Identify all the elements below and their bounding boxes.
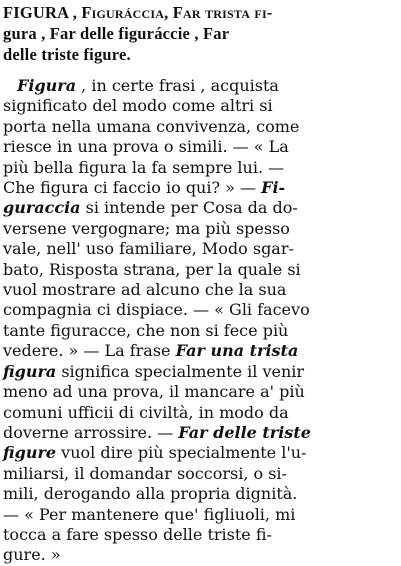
- body-line: [3, 505, 397, 525]
- body-line: [3, 280, 397, 300]
- body-text: comuni ufficii di civiltà, in modo da: [3, 402, 289, 422]
- body-line: [3, 219, 397, 239]
- body-line: [3, 423, 397, 443]
- body-line: [3, 239, 397, 259]
- body-line: [3, 484, 397, 504]
- body-text: si intende per Cosa da do-: [80, 198, 298, 218]
- body-text: vale, nell' uso familiare, Modo sgar-: [3, 239, 294, 259]
- body-line: [3, 158, 397, 178]
- body-text: vuol dire più specialmente l'u-: [56, 443, 307, 463]
- emphasized-term: Fi-: [261, 178, 286, 198]
- body-text: doverne arrossire. —: [3, 422, 179, 442]
- body-line: [3, 137, 397, 157]
- emphasized-term: figure: [3, 443, 57, 463]
- body-line: [3, 178, 397, 198]
- body-line: [3, 525, 397, 545]
- headword: FIGURA ,: [3, 3, 82, 22]
- body-text: tante figuracce, che non si fece più: [3, 320, 289, 340]
- body-text: — « Per mantenere que' figliuoli, mi: [3, 504, 296, 524]
- body-text: vuol mostrare ad alcuno che la sua: [3, 280, 287, 300]
- dictionary-entry: [3, 2, 397, 566]
- body-line: [3, 382, 397, 402]
- body-text: tocca a fare spesso delle triste fi-: [3, 524, 272, 544]
- body-line: [3, 198, 397, 218]
- heading-variants: Figuráccia, Far trista fi-: [81, 3, 273, 22]
- emphasized-term: figura: [3, 361, 57, 381]
- body-line: [3, 117, 397, 137]
- body-line: [3, 341, 397, 361]
- body-line: [3, 300, 397, 320]
- entry-body: [3, 76, 397, 566]
- body-text: meno ad una prova, il mancare a' più: [3, 382, 305, 402]
- body-text: , in certe frasi , acquista: [76, 76, 279, 95]
- body-text: bato, Risposta strana, per la quale si: [3, 259, 301, 279]
- body-line: [3, 96, 397, 116]
- emphasized-term: Figura: [17, 76, 77, 95]
- body-line: [3, 464, 397, 484]
- heading-line: [3, 44, 397, 65]
- body-text: mili, derogando alla propria dignità.: [3, 484, 298, 504]
- body-line: [3, 443, 397, 463]
- body-text: miliarsi, il domandar soccorsi, o si-: [3, 463, 287, 483]
- body-line: [3, 260, 397, 280]
- heading-line: [3, 2, 397, 23]
- body-text: riesce in una prova o simili. — « La: [3, 137, 289, 157]
- body-line: [3, 321, 397, 341]
- emphasized-term: guraccia: [3, 198, 81, 218]
- body-line: [3, 76, 397, 96]
- heading-variants: delle triste figure.: [3, 45, 131, 64]
- body-text: versene vergognare; ma più spesso: [3, 218, 290, 238]
- body-text: porta nella umana convivenza, come: [3, 116, 300, 136]
- body-text: gure. »: [3, 545, 61, 565]
- body-text: Che figura ci faccio io qui? » —: [3, 178, 262, 198]
- body-line: [3, 545, 397, 565]
- entry-heading: [3, 2, 397, 65]
- emphasized-term: Far una trista: [175, 341, 299, 361]
- body-text: più bella figura la fa sempre lui. —: [3, 157, 285, 177]
- body-text: compagnia ci dispiace. — « Gli facevo: [3, 300, 310, 320]
- body-text: significa specialmente il venir: [56, 361, 305, 381]
- emphasized-term: Far delle triste: [178, 422, 311, 442]
- body-line: [3, 362, 397, 382]
- heading-line: [3, 23, 397, 44]
- body-text: vedere. » — La frase: [3, 341, 176, 361]
- body-line: [3, 403, 397, 423]
- body-text: significato del modo come altri si: [3, 96, 273, 116]
- heading-variants: gura , Far delle figuráccie , Far: [3, 24, 230, 43]
